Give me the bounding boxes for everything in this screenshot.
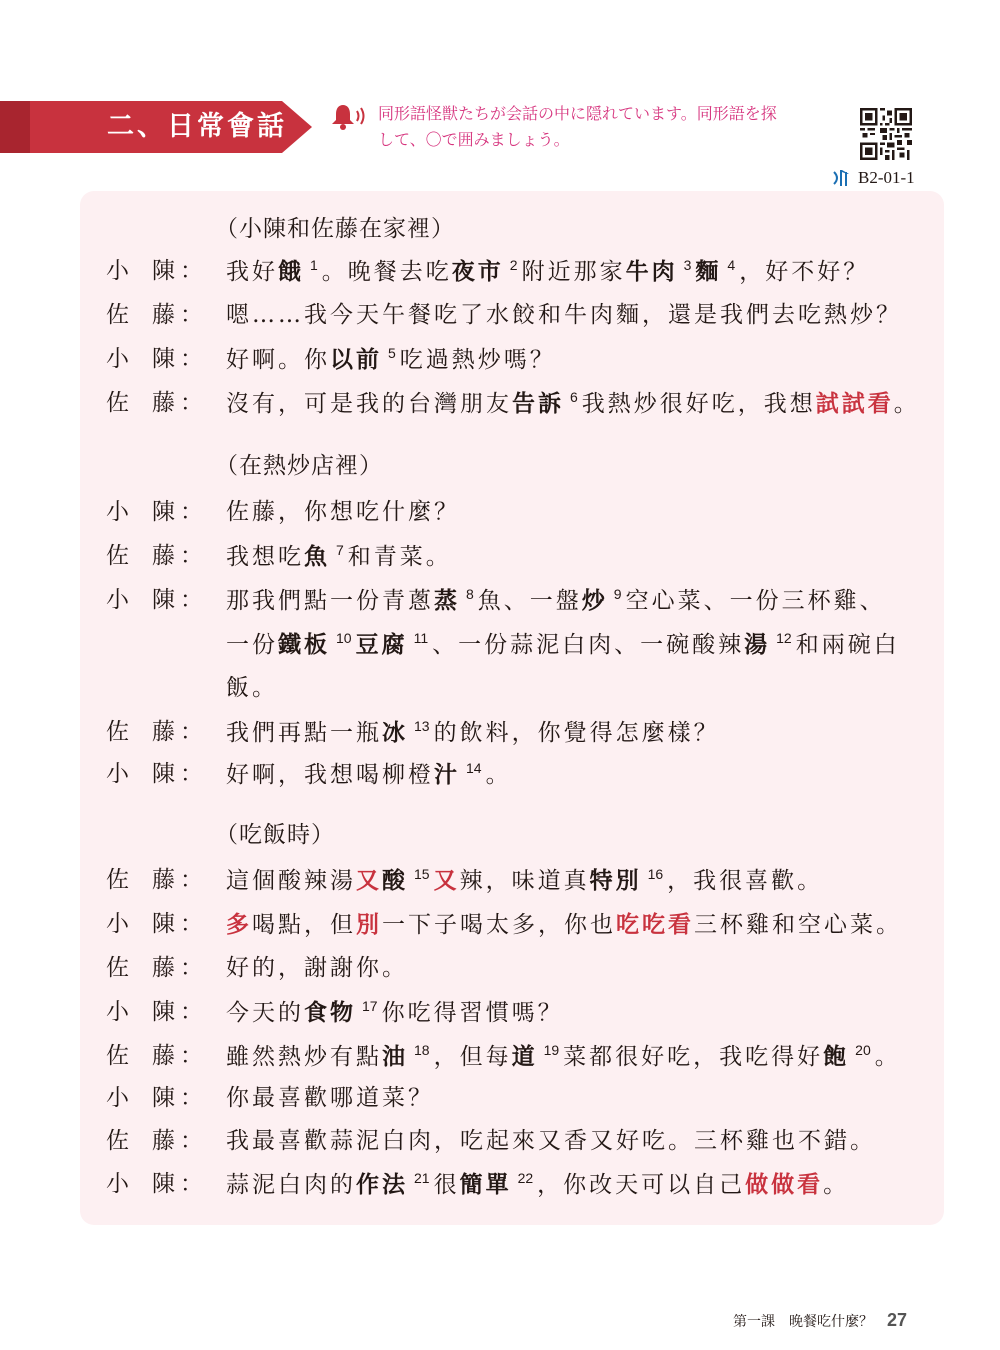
speaker-label: 佐 藤 ：: [106, 1043, 203, 1069]
speaker-label: 小 陳 ：: [106, 499, 203, 525]
instruction-line: 同形語怪獣たちが会話の中に隠れています。同形語を探: [378, 104, 777, 123]
speaker-label: 小 陳 ：: [106, 587, 203, 613]
speaker-label: 佐 藤 ：: [106, 302, 203, 328]
line-text: 我們再點一瓶冰 $^{13}$ 的飲料，你覺得怎麼樣？: [226, 718, 720, 746]
speaker-label: 佐 藤 ：: [106, 390, 203, 416]
line-text: 你最喜歡哪道菜？: [226, 1085, 434, 1111]
instruction-text: [378, 101, 818, 153]
speaker-label: 小 陳 ：: [106, 258, 203, 284]
scene-heading: （小陳和佐藤在家裡）: [215, 216, 455, 242]
section-title: 二、日常會話: [107, 111, 287, 142]
line-text: 我最喜歡蒜泥白肉，吃起來又香又好吃。三杯雞也不錯。: [226, 1128, 876, 1154]
line-text: 雖然熱炒有點油 $^{18}$ ，但每道 $^{19}$ 菜都很好吃，我吃得好飽 $^{20}$ 。: [226, 1042, 901, 1070]
line-text: 飯。: [226, 675, 278, 701]
speaker-label: 佐 藤 ：: [106, 867, 203, 893]
speaker-label: 佐 藤 ：: [106, 543, 203, 569]
line-text: 沒有，可是我的台灣朋友告訴 $^6$ 我熱炒很好吃，我想試試看。: [226, 389, 920, 417]
line-text: 我想吃魚 $^7$ 和青菜。: [226, 542, 452, 570]
speaker-label: 佐 藤 ：: [106, 1128, 203, 1154]
speaker-label: 小 陳 ：: [106, 1085, 203, 1111]
scene-heading: （在熱炒店裡）: [215, 453, 383, 479]
speaker-label: 小 陳 ：: [106, 911, 203, 937]
line-text: 好啊，我想喝柳橙汁 $^{14}$ 。: [226, 760, 512, 788]
audio-code: B2-01-1: [858, 168, 915, 187]
line-text: 蒜泥白肉的作法 $^{21}$ 很簡單 $^{22}$ ，你改天可以自己做做看。: [226, 1170, 850, 1198]
speaker-label: 小 陳 ：: [106, 761, 203, 787]
line-text: 多喝點，但別一下子喝太多，你也吃吃看三杯雞和空心菜。: [226, 911, 902, 938]
page-footer: [733, 1308, 907, 1332]
chapter-title: 晚餐吃什麼？: [789, 1314, 873, 1330]
audio-track-icon: [832, 168, 854, 188]
line-text: 一份鐵板 $^{10}$ 豆腐 $^{11}$ 、一份蒜泥白肉、一碗酸辣湯 $^{12}$ 和兩碗白: [226, 630, 900, 658]
line-text: 今天的食物 $^{17}$ 你吃得習慣嗎？: [226, 998, 564, 1026]
line-text: 嗯……我今天午餐吃了水餃和牛肉麵，還是我們去吃熱炒？: [226, 302, 902, 328]
speaker-label: 小 陳 ：: [106, 346, 203, 372]
speaker-label: 小 陳 ：: [106, 1171, 203, 1197]
line-text: 佐藤，你想吃什麼？: [226, 499, 460, 525]
scene-heading: （吃飯時）: [215, 822, 335, 848]
line-text: 好啊。你以前 $^5$ 吃過熱炒嗎？: [226, 345, 556, 373]
speaker-label: 小 陳 ：: [106, 999, 203, 1025]
bell-sound-icon: [326, 102, 368, 132]
line-text: 那我們點一份青蔥蒸 $^8$ 魚、一盤炒 $^9$ 空心菜、一份三杯雞、: [226, 586, 886, 614]
line-text: 這個酸辣湯又酸 $^{15}$ 又辣，味道真特別 $^{16}$ ，我很喜歡。: [226, 866, 824, 894]
audio-reference[interactable]: [832, 167, 915, 189]
qr-code[interactable]: [860, 108, 912, 160]
line-text: 好的，謝謝你。: [226, 955, 408, 981]
speaker-label: 佐 藤 ：: [106, 955, 203, 981]
instruction-line: して、〇で囲みましょう。: [378, 130, 570, 149]
page-number: 27: [887, 1310, 908, 1330]
line-text: 我好餓 $^1$ 。晚餐去吃夜市 $^2$ 附近那家牛肉 $^3$ 麵 $^4$ ，好不好？: [226, 257, 870, 285]
chapter-label: 第一課: [733, 1314, 775, 1330]
speaker-label: 佐 藤 ：: [106, 719, 203, 745]
